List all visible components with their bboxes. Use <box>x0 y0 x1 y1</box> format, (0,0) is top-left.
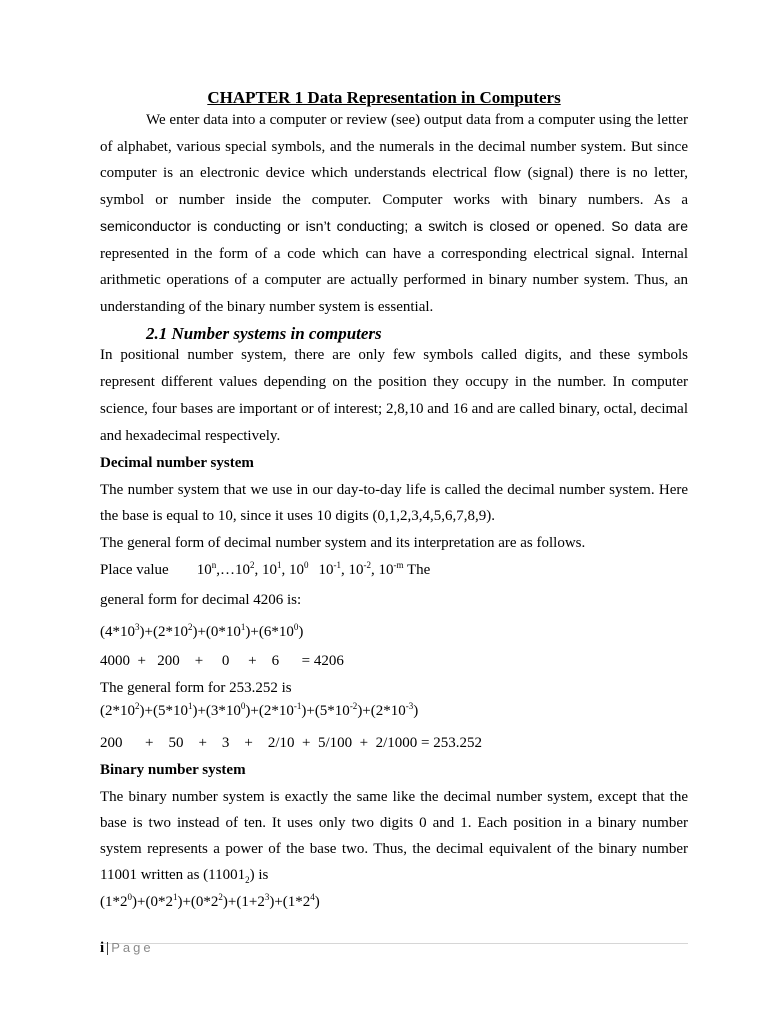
place-value-line: Place value $10^n,\dots 10^2$, $10^1$, $10^0$ $10^{-1}$, $10^{-2}$, $10^{-m}$ The <box>100 560 431 578</box>
general-form-253-label: The general form for 253.252 is <box>100 680 292 696</box>
page-footer <box>100 939 154 957</box>
section-title-2-1: 2.1 Number systems in computers <box>146 324 382 343</box>
positional-system-paragraph: In positional number system, there are only few symbols called digits, and these symbols represent different values depending on the position they occupy in the number. In computer science, four bases are important or of interest; 2,8,10 and 16 and are called binary, octal, decimal and hexadecimal respectively. <box>100 347 688 444</box>
sum-253: 200 + 50 + 3 + 2/10 + 5/100 + 2/1000 = 253.252 <box>100 735 483 751</box>
binary-paragraph: The binary number system is exactly the same like the decimal number system, except that the base is two instead of ten. It uses only two digits 0 and 1. Each position in a binary number system represents a power of the base two. Thus, the decimal equivalent of the binary number 11001 written as $(11001_2)$ is <box>100 789 688 885</box>
footer-divider <box>100 943 688 944</box>
formula-4206: $(4*10^3)+(2*10^2)+(0*10^1)+(6*10^0)$ <box>100 622 304 640</box>
chapter-title: CHAPTER 1 Data Representation in Computers <box>207 88 561 107</box>
binary-heading: Binary number system <box>100 762 246 778</box>
intro-paragraph <box>100 107 688 320</box>
decimal-heading: Decimal number system <box>100 455 254 471</box>
formula-253: $(2*10^2)+(5*10^1)+(3*10^0)+(2*10^{-1})+(5*10^{-2})+(2*10^{-3})$ <box>100 701 419 719</box>
intro-text-sans-run: semiconductor is conducting or isn’t conducting; a switch is closed or opened. So data are <box>100 218 688 234</box>
sum-4206: 4000 + 200 + 0 + 6 = 4206 <box>100 653 344 669</box>
general-form-4206-label: general form for decimal 4206 is: <box>100 592 302 608</box>
decimal-general-form-intro: The general form of decimal number system and its interpretation are as follows. <box>100 535 586 551</box>
intro-text-after: represented in the form of a code which can have a corresponding electrical signal. Internal arithmetic operations of a computer are actually performed in binary number system. Thus, an understanding of the binary number system is essential. <box>100 245 688 315</box>
page-label: Page <box>111 940 154 955</box>
decimal-paragraph: The number system that we use in our day-to-day life is called the decimal number system. Here the base is equal to 10, since it uses 10 digits (0,1,2,3,4,5,6,7,8,9). <box>100 482 688 524</box>
place-value-label: Place value <box>100 562 169 578</box>
page-number: i <box>100 940 105 956</box>
intro-text-before: We enter data into a computer or review (see) output data from a computer using the letter of alphabet, various special symbols, and the numerals in the decimal number system. But since computer is an electronic device which understands electrical flow (signal) there is no letter, symbol or number inside the computer. Computer works with binary numbers. As a <box>100 112 688 208</box>
footer-separator: | <box>106 940 110 956</box>
binary-formula: $(1*2^0)+(0*2^1)+(0*2^2)+(1+2^3)+(1*2^4)$ <box>100 892 320 910</box>
